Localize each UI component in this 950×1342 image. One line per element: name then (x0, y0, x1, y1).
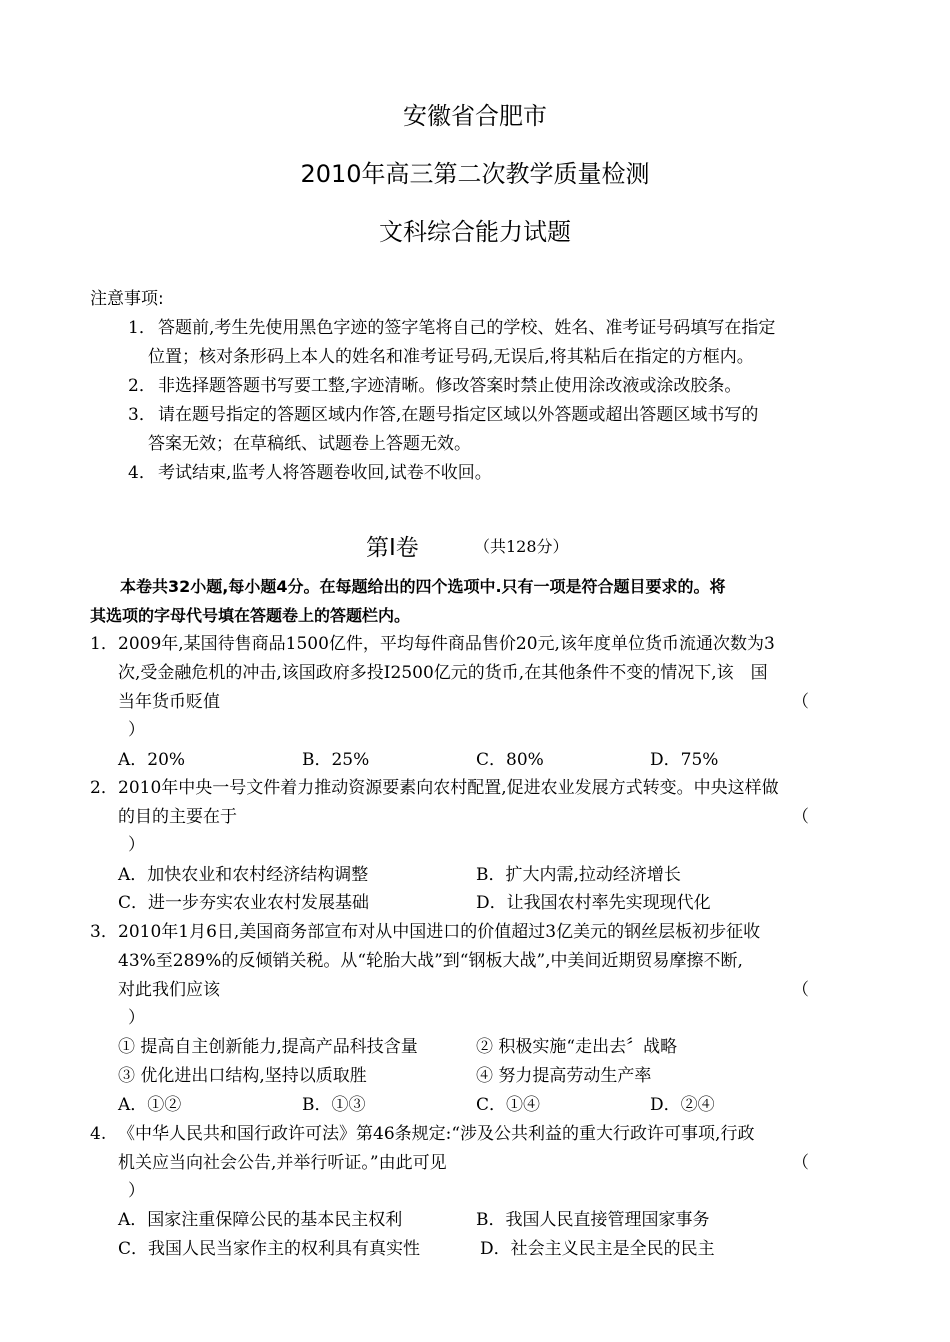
question-3-stem-line-2: 43%至289%的反倾销关税。从“轮胎大战”到“钢板大战”,中美间近期贸易摩擦不断, (118, 951, 743, 971)
question-4-stem-line-1: 《中华人民共和国行政许可法》第46条规定:“涉及公共利益的重大行政许可事项,行政 (118, 1124, 755, 1144)
notice-item-1-num: 1． (128, 318, 156, 338)
question-3-statement-2: ② 积极实施“走出去〞战略 (476, 1037, 678, 1057)
question-1-option-d[interactable]: D．75% (650, 750, 719, 770)
question-4-option-a[interactable]: A．国家注重保障公民的基本民主权利 (118, 1210, 403, 1230)
section-title: 第Ⅰ卷 (366, 535, 419, 561)
question-1-number: 1． (90, 634, 118, 654)
question-2-number: 2． (90, 778, 118, 798)
section-score: （共128分） (474, 537, 569, 556)
notice-item-1-line-2: 位置；核对条形码上本人的姓名和准考证号码,无误后,将其粘后在指定的方框内。 (148, 347, 754, 367)
question-2-option-d[interactable]: D．让我国农村率先实现现代化 (476, 893, 711, 913)
question-3-number: 3． (90, 922, 118, 942)
notice-item-3-num: 3． (128, 405, 156, 425)
question-2-option-b[interactable]: B．扩大内需,拉动经济增长 (476, 865, 681, 885)
question-2-answer-paren-close: ） (128, 835, 145, 855)
notice-item-4-line-1: 考试结束,监考人将答题卷收回,试卷不收回。 (158, 463, 492, 483)
question-4-answer-paren-open: （ (792, 1153, 809, 1173)
question-3-answer-paren-open: （ (792, 980, 809, 1000)
question-2-stem-line-2: 的目的主要在于 (118, 807, 237, 827)
question-3-stem-line-3: 对此我们应该 (118, 980, 220, 1000)
notice-item-3-line-1: 请在题号指定的答题区域内作答,在题号指定区域以外答题或超出答题区域书写的 (158, 405, 759, 425)
question-4-option-c[interactable]: C．我国人民当家作主的权利具有真实性 (118, 1239, 421, 1259)
question-4-stem-line-2: 机关应当向社会公告,并举行听证。”由此可见 (118, 1153, 447, 1173)
question-2-option-a[interactable]: A．加快农业和农村经济结构调整 (118, 865, 369, 885)
notice-item-3-line-2: 答案无效；在草稿纸、试题卷上答题无效。 (148, 434, 471, 454)
question-3-statement-3: ③ 优化进出口结构,坚持以质取胜 (118, 1066, 367, 1086)
notice-heading: 注意事项: (90, 289, 164, 309)
notice-item-2-line-1: 非选择题答题书写要工整,字迹清晰。修改答案时禁止使用涂改液或涂改胶条。 (158, 376, 742, 396)
question-3-statement-4: ④ 努力提高劳动生产率 (476, 1066, 652, 1086)
question-1-stem-line-1: 2009年,某国待售商品1500亿件，平均每件商品售价20元,该年度单位货币流通次数为3 (118, 634, 775, 654)
question-1-stem-line-2: 次,受金融危机的冲击,该国政府多投I2500亿元的货币,在其他条件不变的情况下,该 国 (118, 663, 768, 683)
title-line-1: 安徽省合肥市 (403, 102, 547, 130)
question-4-option-d[interactable]: D．社会主义民主是全民的民主 (480, 1239, 715, 1259)
question-1-option-b[interactable]: B．25% (302, 750, 370, 770)
section-instruction-line-1: 本卷共32小题,每小题4分。在每题给出的四个选项中.只有一项是符合题目要求的。将 (120, 577, 726, 596)
notice-item-2-num: 2． (128, 376, 156, 396)
question-2-option-c[interactable]: C．进一步夯实农业农村发展基础 (118, 893, 370, 913)
question-3-option-a[interactable]: A．①② (118, 1095, 182, 1115)
question-3-option-b[interactable]: B．①③ (302, 1095, 366, 1115)
question-3-stem-line-1: 2010年1月6日,美国商务部宣布对从中国进口的价值超过3亿美元的钢丝层板初步征收 (118, 922, 761, 942)
question-2-answer-paren-open: （ (792, 807, 809, 827)
question-1-option-a[interactable]: A．20% (118, 750, 186, 770)
question-3-option-d[interactable]: D．②④ (650, 1095, 715, 1115)
section-instruction-line-2: 其选项的字母代号填在答题卷上的答题栏内。 (90, 606, 411, 625)
notice-item-1-line-1: 答题前,考生先使用黑色字迹的签字笔将自己的学校、姓名、准考证号码填写在指定 (158, 318, 776, 338)
question-1-stem-line-3: 当年货币贬值 (118, 692, 220, 712)
question-4-answer-paren-close: ） (128, 1181, 145, 1201)
question-1-answer-paren-open: （ (792, 692, 809, 712)
question-4-option-b[interactable]: B．我国人民直接管理国家事务 (476, 1210, 710, 1230)
title-line-3: 文科综合能力试题 (379, 218, 571, 246)
title-line-2: 2010年高三第二次教学质量检测 (300, 160, 650, 188)
question-1-answer-paren-close: ） (128, 720, 145, 740)
question-1-option-c[interactable]: C．80% (476, 750, 544, 770)
question-3-option-c[interactable]: C．①④ (476, 1095, 541, 1115)
question-4-number: 4. (90, 1124, 107, 1144)
question-3-answer-paren-close: ） (128, 1008, 145, 1028)
notice-item-4-num: 4． (128, 463, 156, 483)
question-3-statement-1: ① 提高自主创新能力,提高产品科技含量 (118, 1037, 418, 1057)
question-2-stem-line-1: 2010年中央一号文件着力推动资源要素向农村配置,促进农业发展方式转变。中央这样做 (118, 778, 779, 798)
